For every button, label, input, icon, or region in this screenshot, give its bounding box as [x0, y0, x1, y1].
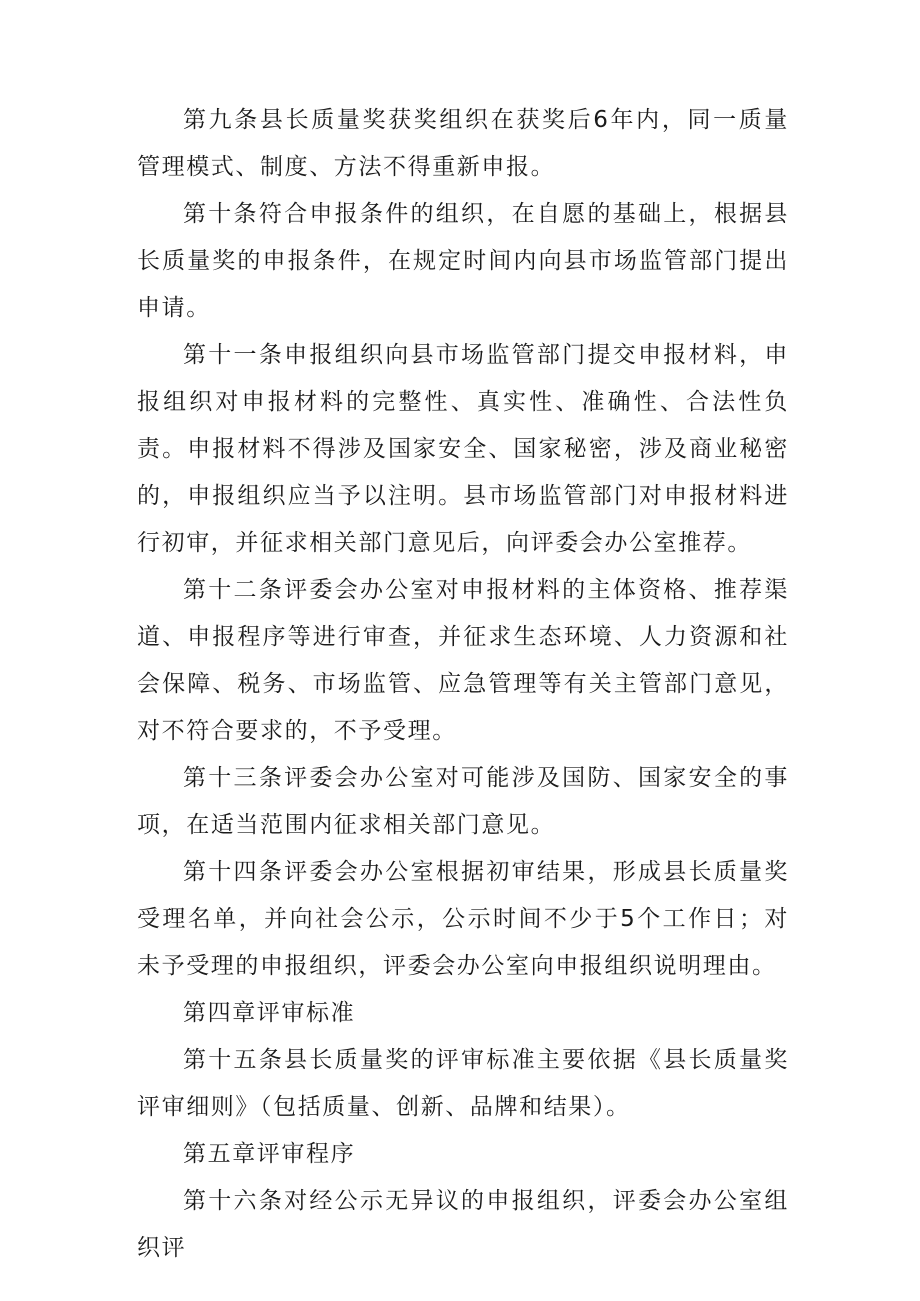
article-10: 第十条符合申报条件的组织，在自愿的基础上，根据县长质量奖的申报条件，在规定时间内向县市场监管部门提出申请。 [137, 201, 789, 321]
article-16: 第十六条对经公示无异议的申报组织，评委会办公室组织评 [137, 1188, 789, 1261]
article-15: 第十五条县长质量奖的评审标准主要依据《县长质量奖评审细则》（包括质量、创新、品牌和结果）。 [137, 1047, 789, 1120]
document-body [137, 97, 789, 1272]
article-9: 第九条县长质量奖获奖组织在获奖后6年内，同一质量管理模式、制度、方法不得重新申报。 [137, 107, 789, 180]
article-12: 第十二条评委会办公室对申报材料的主体资格、推荐渠道、申报程序等进行审查，并征求生态环境、人力资源和社会保障、税务、市场监管、应急管理等有关主管部门意见，对不符合要求的，不予受理。 [137, 577, 789, 744]
article-11: 第十一条申报组织向县市场监管部门提交申报材料，申报组织对申报材料的完整性、真实性、准确性、合法性负责。申报材料不得涉及国家安全、国家秘密，涉及商业秘密的，申报组织应当予以注明。县市场监管部门对申报材料进行初审，并征求相关部门意见后，向评委会办公室推荐。 [137, 342, 789, 556]
chapter-5-heading: 第五章评审程序 [183, 1141, 356, 1167]
article-13: 第十三条评委会办公室对可能涉及国防、国家安全的事项，在适当范围内征求相关部门意见。 [137, 765, 789, 838]
chapter-4-heading: 第四章评审标准 [183, 1000, 356, 1026]
article-14: 第十四条评委会办公室根据初审结果，形成县长质量奖受理名单，并向社会公示，公示时间不少于5个工作日；对未予受理的申报组织，评委会办公室向申报组织说明理由。 [137, 859, 789, 979]
